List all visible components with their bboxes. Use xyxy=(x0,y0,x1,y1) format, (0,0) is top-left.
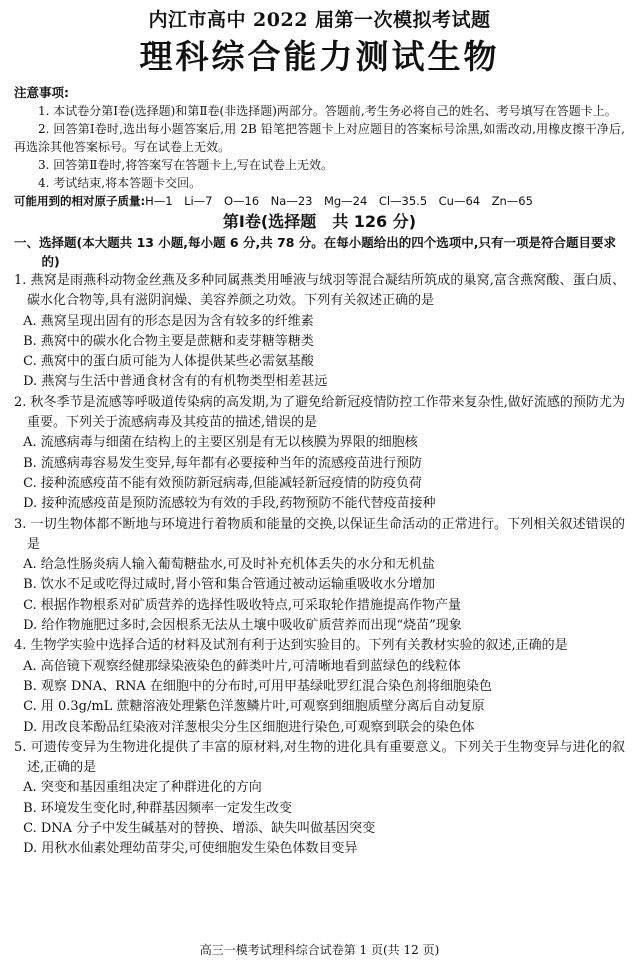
option-d: D. 用改良苯酚品红染液对洋葱根尖分生区细胞进行染色,可观察到联会的染色体 xyxy=(23,719,475,735)
option-d: D. 用秋水仙素处理幼苗芽尖,可使细胞发生染色体数目变异 xyxy=(23,841,358,857)
option-b: B. 流感病毒容易发生变异,每年都有必要接种当年的流感疫苗进行预防 xyxy=(23,455,423,471)
option-c: C. 燕窝中的蛋白质可能为人体提供某些必需氨基酸 xyxy=(23,354,314,370)
question-stem: 4. 生物学实验中选择合适的材料及试剂有利于达到实验目的。下列有关教材实验的叙述,正确的是 xyxy=(14,638,568,654)
question-stem: 5. 可遗传变异为生物进化提供了丰富的原材料,对生物的进化具有重要意义。下列关于生物变异与进化的叙述,正确的是 xyxy=(14,739,625,776)
option-a: A. 流感病毒与细菌在结构上的主要区别是有无以核膜为界限的细胞核 xyxy=(23,435,418,451)
notice-list xyxy=(14,102,625,192)
section-subtitle: (选择题 共 126 分) xyxy=(260,212,417,231)
section-title xyxy=(14,211,625,233)
section-name: 第Ⅰ卷 xyxy=(222,212,261,231)
option-a: A. 燕窝呈现出固有的形态是因为含有较多的纤维素 xyxy=(23,313,314,329)
option-a: A. 给急性肠炎病人输入葡萄糖盐水,可及时补充机体丢失的水分和无机盐 xyxy=(23,557,435,573)
question-stem: 2. 秋冬季节是流感等呼吸道传染病的高发期,为了避免给新冠疫情防控工作带来复杂性,做好流感的预防尤为重要。下列关于流感病毒及其疫苗的描述,错误的是 xyxy=(14,394,625,431)
question-1 xyxy=(14,271,625,393)
atomic-mass-label: 可能用到的相对原子质量: xyxy=(14,194,146,208)
atomic-mass-line xyxy=(14,192,625,211)
option-b: B. 观察 DNA、RNA 在细胞中的分布时,可用甲基绿吡罗红混合染色剂将细胞染色 xyxy=(23,678,493,694)
option-b: B. 饮水不足或吃得过咸时,肾小管和集合管通过被动运输重吸收水分增加 xyxy=(23,577,436,593)
question-5 xyxy=(14,738,625,860)
notice-item: 1. 本试卷分第Ⅰ卷(选择题)和第Ⅱ卷(非选择题)两部分。答题前,考生务必将自己的姓名、考号填写在答题卡上。 xyxy=(38,104,617,118)
notice-item: 2. 回答第Ⅰ卷时,选出每小题答案后,用 2B 铅笔把答题卡上对应题目的答案标号涂黑,如需改动,用橡皮擦干净后,再选涂其他答案标号。写在试卷上无效。 xyxy=(14,122,625,154)
option-c: C. 用 0.3g/mL 蔗糖溶液处理紫色洋葱鳞片叶,可观察到细胞质壁分离后自动复原 xyxy=(23,699,485,715)
question-stem: 3. 一切生物体都不断地与环境进行着物质和能量的交换,以保证生命活动的正常进行。下列相关叙述错误的是 xyxy=(14,516,625,552)
option-a: A. 高倍镜下观察经健那绿染液染色的藓类叶片,可清晰地看到蓝绿色的线粒体 xyxy=(23,658,461,674)
section-instruction: 一、选择题(本大题共 13 小题,每小题 6 分,共 78 分。在每小题给出的四个选项中,只有一项是符合题目要求的) xyxy=(14,235,617,269)
subject-title: 理科综合能力测试生物 xyxy=(139,37,500,76)
question-3 xyxy=(14,515,625,637)
question-4 xyxy=(14,636,625,737)
exam-title: 内江市高中 2022 届第一次模拟考试题 xyxy=(148,9,491,31)
atomic-mass-values: H—1 Li—7 O—16 Na—23 Mg—24 Cl—35.5 Cu—64 Zn—65 xyxy=(145,194,533,208)
option-d: D. 给作物施肥过多时,会因根系无法从土壤中吸收矿质营养而出现“烧苗”现象 xyxy=(23,618,462,634)
notice-heading: 注意事项: xyxy=(14,85,69,100)
option-c: C. DNA 分子中发生碱基对的替换、增添、缺失叫做基因突变 xyxy=(23,821,376,837)
option-c: C. 接种流感疫苗不能有效预防新冠病毒,但能减轻新冠疫情的防疫负荷 xyxy=(23,475,422,491)
page-footer: 高三一模考试理科综合试卷第 1 页(共 12 页) xyxy=(199,943,440,957)
question-stem: 1. 燕窝是雨燕科动物金丝燕及多种同属燕类用唾液与绒羽等混合凝结所筑成的巢窝,富含燕窝酸、蛋白质、碳水化合物等,具有滋阴润燥、美容养颜之功效。下列有关叙述正确的是 xyxy=(14,273,625,309)
option-c: C. 根据作物根系对矿质营养的选择性吸收特点,可采取轮作措施提高作物产量 xyxy=(23,597,461,613)
option-d: D. 燕窝与生活中普通食材含有的有机物类型相差甚远 xyxy=(23,374,328,390)
option-d: D. 接种流感疫苗是预防流感较为有效的手段,药物预防不能代替疫苗接种 xyxy=(23,496,436,512)
notice-item: 3. 回答第Ⅱ卷时,将答案写在答题卡上,写在试卷上无效。 xyxy=(38,158,334,172)
option-b: B. 环境发生变化时,种群基因频率一定发生改变 xyxy=(23,800,293,816)
option-b: B. 燕窝中的碳水化合物主要是蔗糖和麦芽糖等糖类 xyxy=(23,333,314,349)
question-list xyxy=(14,271,625,860)
option-a: A. 突变和基因重组决定了种群进化的方向 xyxy=(23,780,262,796)
notice-item: 4. 考试结束,将本答题卡交回。 xyxy=(38,176,202,190)
notice-section xyxy=(14,84,625,192)
question-2 xyxy=(14,393,625,515)
